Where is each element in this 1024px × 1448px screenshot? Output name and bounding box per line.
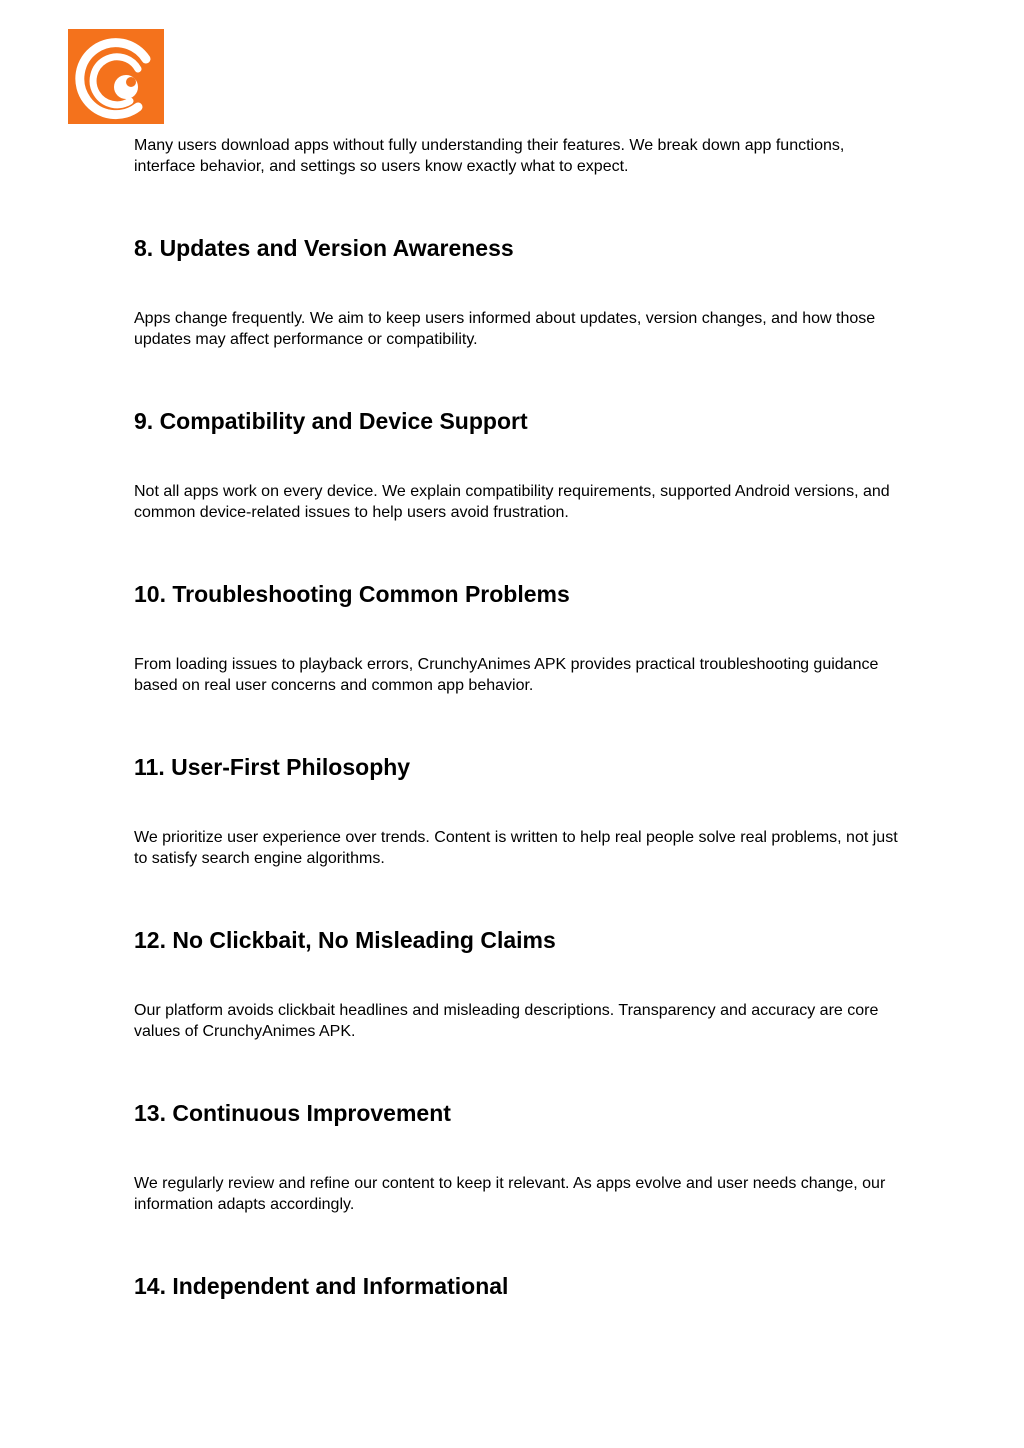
section-heading: 9. Compatibility and Device Support [134, 408, 528, 434]
section-body: We regularly review and refine our content to keep it relevant. As apps evolve and user needs change, our information adapts accordingly. [134, 1175, 886, 1213]
section-heading: 14. Independent and Informational [134, 1273, 509, 1299]
crunchy-c-logo-icon [68, 29, 164, 124]
section-body: Our platform avoids clickbait headlines and misleading descriptions. Transparency and accuracy are core values of CrunchyAnimes APK. [134, 1002, 879, 1040]
section-body: From loading issues to playback errors, CrunchyAnimes APK provides practical troubleshooting guidance based on real user concerns and common app behavior. [134, 656, 879, 694]
section-heading: 11. User-First Philosophy [134, 754, 411, 780]
document-body [134, 135, 904, 1300]
section-heading: 12. No Clickbait, No Misleading Claims [134, 927, 556, 953]
section-heading: 8. Updates and Version Awareness [134, 235, 514, 261]
section-heading: 10. Troubleshooting Common Problems [134, 581, 570, 607]
intro-paragraph: Many users download apps without fully understanding their features. We break down app functions, interface behavior, and settings so users know exactly what to expect. [134, 137, 845, 175]
section-body: Apps change frequently. We aim to keep users informed about updates, version changes, and how those updates may affect performance or compatibility. [134, 310, 876, 348]
section-heading: 13. Continuous Improvement [134, 1100, 451, 1126]
section-body: Not all apps work on every device. We explain compatibility requirements, supported Android versions, and common device-related issues to help users avoid frustration. [134, 483, 890, 521]
section-body: We prioritize user experience over trends. Content is written to help real people solve real problems, not just to satisfy search engine algorithms. [134, 829, 898, 867]
site-logo [68, 29, 164, 124]
